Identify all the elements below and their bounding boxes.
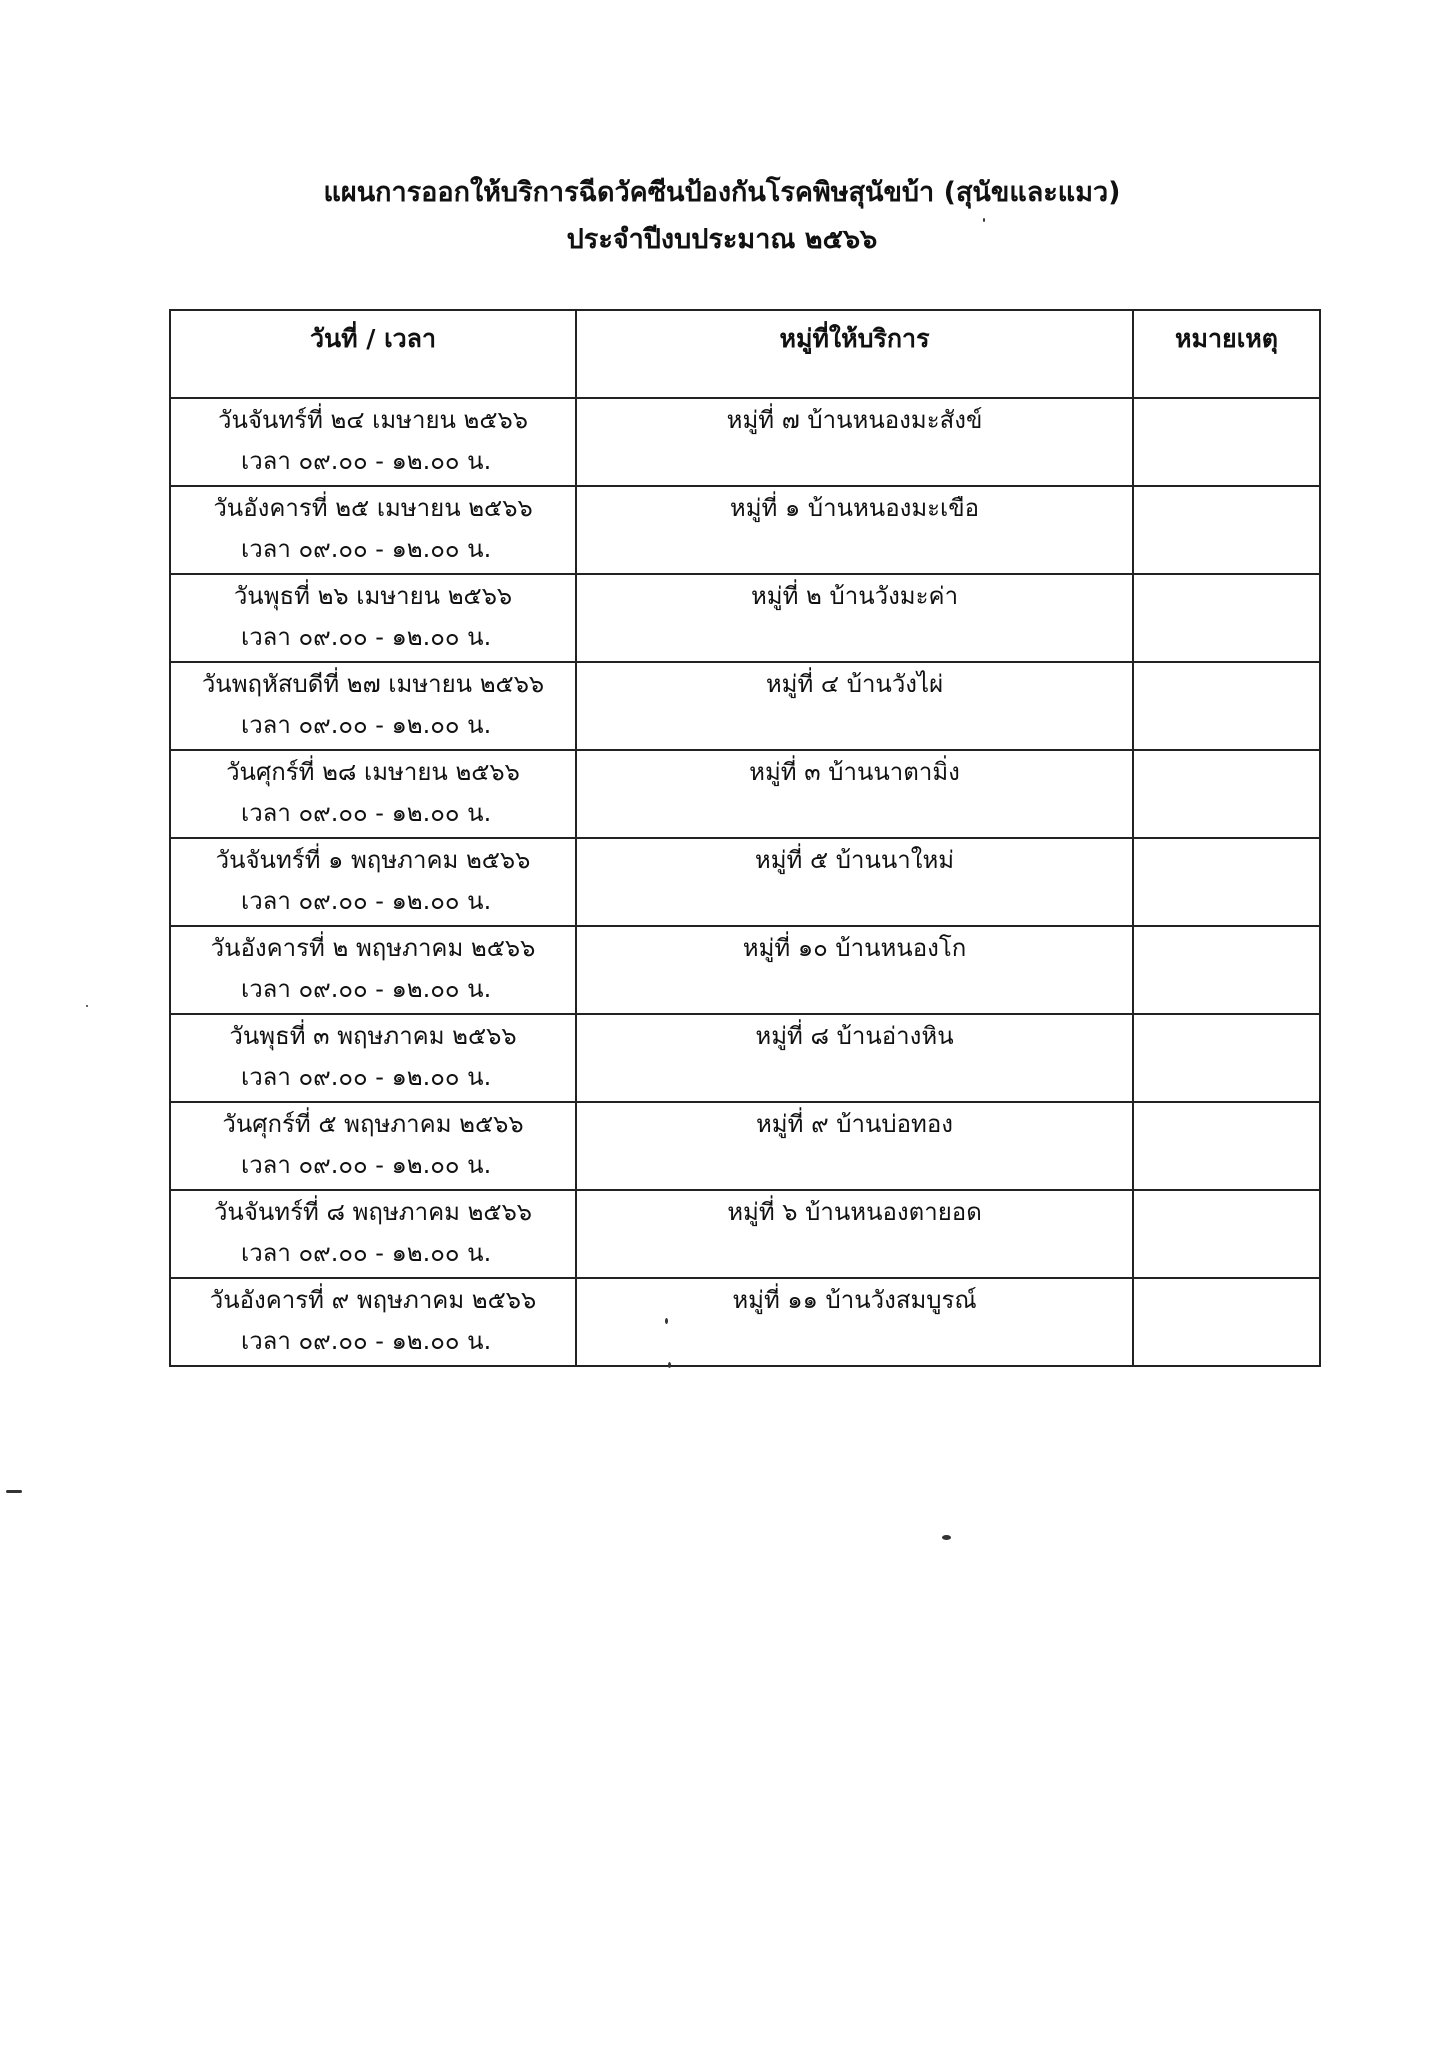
village-cell	[576, 838, 1133, 926]
note-cell	[1133, 486, 1320, 574]
note-cell	[1133, 1278, 1320, 1366]
village-cell	[576, 1102, 1133, 1190]
village-text: หมู่ที่ ๖ บ้านหนองตายอด	[727, 1198, 982, 1226]
header-village: หมู่ที่ให้บริการ	[576, 310, 1133, 398]
village-cell	[576, 574, 1133, 662]
scan-speck	[86, 1005, 88, 1007]
scan-speck	[6, 1490, 22, 1493]
document-title: แผนการออกให้บริการฉีดวัคซีนป้องกันโรคพิษสุนัขบ้า (สุนัขและแมว)	[323, 177, 1121, 208]
date-text: วันพุธที่ ๓ พฤษภาคม ๒๕๖๖	[229, 1022, 517, 1050]
time-text: เวลา ๐๙.๐๐ - ๑๒.๐๐ น.	[241, 447, 492, 475]
note-cell	[1133, 398, 1320, 486]
time-text: เวลา ๐๙.๐๐ - ๑๒.๐๐ น.	[241, 711, 492, 739]
schedule-table	[169, 309, 1321, 1367]
village-text: หมู่ที่ ๔ บ้านวังไผ่	[765, 670, 944, 698]
date-text: วันจันทร์ที่ ๑ พฤษภาคม ๒๕๖๖	[215, 846, 531, 874]
village-text: หมู่ที่ ๓ บ้านนาตามิ่ง	[749, 758, 960, 786]
table-row	[170, 750, 1320, 838]
header-note: หมายเหตุ	[1133, 310, 1320, 398]
table-row	[170, 838, 1320, 926]
date-time-cell	[170, 838, 576, 926]
time-text: เวลา ๐๙.๐๐ - ๑๒.๐๐ น.	[241, 887, 492, 915]
village-cell	[576, 486, 1133, 574]
date-text: วันพฤหัสบดีที่ ๒๗ เมษายน ๒๕๖๖	[201, 670, 545, 698]
village-cell	[576, 750, 1133, 838]
date-text: วันพุธที่ ๒๖ เมษายน ๒๕๖๖	[233, 582, 513, 610]
note-cell	[1133, 1190, 1320, 1278]
date-time-cell	[170, 486, 576, 574]
date-time-cell	[170, 574, 576, 662]
date-time-cell	[170, 1278, 576, 1366]
table-row	[170, 1014, 1320, 1102]
village-cell	[576, 1014, 1133, 1102]
village-text: หมู่ที่ ๒ บ้านวังมะค่า	[750, 582, 959, 610]
note-cell	[1133, 750, 1320, 838]
time-text: เวลา ๐๙.๐๐ - ๑๒.๐๐ น.	[241, 535, 492, 563]
village-text: หมู่ที่ ๑ บ้านหนองมะเขือ	[729, 494, 980, 522]
note-cell	[1133, 662, 1320, 750]
date-time-cell	[170, 926, 576, 1014]
date-time-cell	[170, 750, 576, 838]
table-row	[170, 662, 1320, 750]
time-text: เวลา ๐๙.๐๐ - ๑๒.๐๐ น.	[241, 1239, 492, 1267]
date-text: วันจันทร์ที่ ๒๔ เมษายน ๒๕๖๖	[218, 406, 528, 434]
village-text: หมู่ที่ ๗ บ้านหนองมะสังข์	[726, 406, 983, 434]
date-time-cell	[170, 1190, 576, 1278]
table-row	[170, 574, 1320, 662]
village-text: หมู่ที่ ๙ บ้านบ่อทอง	[755, 1110, 953, 1138]
village-cell	[576, 1278, 1133, 1366]
table-row	[170, 926, 1320, 1014]
scan-speck	[668, 1362, 671, 1368]
scan-speck	[983, 218, 985, 222]
scan-speck	[942, 1535, 951, 1540]
document-subtitle: ประจำปีงบประมาณ ๒๕๖๖	[566, 224, 878, 255]
note-cell	[1133, 1102, 1320, 1190]
date-text: วันอังคารที่ ๒๕ เมษายน ๒๕๖๖	[213, 494, 533, 522]
time-text: เวลา ๐๙.๐๐ - ๑๒.๐๐ น.	[241, 1063, 492, 1091]
date-time-cell	[170, 662, 576, 750]
date-text: วันอังคารที่ ๒ พฤษภาคม ๒๕๖๖	[210, 934, 536, 962]
table-row	[170, 398, 1320, 486]
table-header-row	[170, 310, 1320, 398]
date-text: วันอังคารที่ ๙ พฤษภาคม ๒๕๖๖	[209, 1286, 537, 1314]
time-text: เวลา ๐๙.๐๐ - ๑๒.๐๐ น.	[241, 1151, 492, 1179]
note-cell	[1133, 926, 1320, 1014]
table-row	[170, 1278, 1320, 1366]
date-time-cell	[170, 1014, 576, 1102]
date-text: วันศุกร์ที่ ๒๘ เมษายน ๒๕๖๖	[226, 758, 520, 786]
time-text: เวลา ๐๙.๐๐ - ๑๒.๐๐ น.	[241, 799, 492, 827]
village-cell	[576, 926, 1133, 1014]
table-row	[170, 486, 1320, 574]
table-row	[170, 1102, 1320, 1190]
village-text: หมู่ที่ ๘ บ้านอ่างหิน	[755, 1022, 954, 1050]
note-cell	[1133, 574, 1320, 662]
date-time-cell	[170, 1102, 576, 1190]
time-text: เวลา ๐๙.๐๐ - ๑๒.๐๐ น.	[241, 623, 492, 651]
time-text: เวลา ๐๙.๐๐ - ๑๒.๐๐ น.	[241, 1327, 492, 1355]
note-cell	[1133, 1014, 1320, 1102]
village-text: หมู่ที่ ๑๐ บ้านหนองโก	[742, 934, 967, 962]
date-time-cell	[170, 398, 576, 486]
note-cell	[1133, 838, 1320, 926]
village-text: หมู่ที่ ๕ บ้านนาใหม่	[754, 846, 955, 874]
village-cell	[576, 1190, 1133, 1278]
header-date-time: วันที่ / เวลา	[170, 310, 576, 398]
village-cell	[576, 662, 1133, 750]
table-row	[170, 1190, 1320, 1278]
time-text: เวลา ๐๙.๐๐ - ๑๒.๐๐ น.	[241, 975, 492, 1003]
date-text: วันศุกร์ที่ ๕ พฤษภาคม ๒๕๖๖	[222, 1110, 524, 1138]
date-text: วันจันทร์ที่ ๘ พฤษภาคม ๒๕๖๖	[213, 1198, 533, 1226]
scan-speck	[665, 1318, 668, 1324]
village-cell	[576, 398, 1133, 486]
village-text: หมู่ที่ ๑๑ บ้านวังสมบูรณ์	[732, 1286, 977, 1314]
